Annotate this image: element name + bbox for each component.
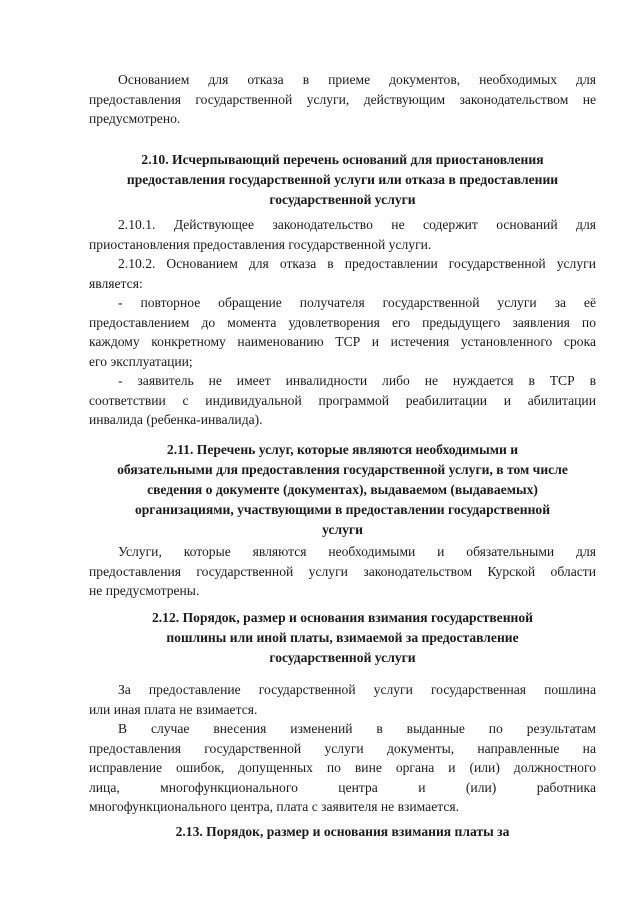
text-line: Услуги, которые являются необходимыми и обязательными для <box>118 544 596 559</box>
text-line: приостановления предоставления государственной услуги. <box>89 236 432 252</box>
text-line: предоставлением до момента удовлетворения его предыдущего заявления по <box>89 314 596 330</box>
text-line: инвалида (ребенка-инвалида). <box>89 412 263 427</box>
heading-line: государственной услуги <box>269 192 416 207</box>
heading-line: предоставления государственной услуги или отказа в предоставлении <box>126 172 559 187</box>
text-line: является: <box>89 275 143 291</box>
text-line: 2.10.1. Действующее законодательство не содержит оснований для <box>118 217 596 232</box>
heading-line: обязательными для предоставления государственной услуги, в том числе <box>117 462 568 477</box>
text-line: В случае внесения изменений в выданные по результатам <box>118 721 596 736</box>
text-line: лица, многофункционального центра и (или) работника <box>89 779 596 795</box>
text-line: его эксплуатации; <box>89 353 193 369</box>
text-line: исправление ошибок, допущенных по вине органа и (или) должностного <box>89 760 596 775</box>
text-line: не предусмотрены. <box>89 583 200 598</box>
text-line: 2.10.2. Основанием для отказа в предоставлении государственной услуги <box>118 256 596 271</box>
heading-line: 2.11. Перечень услуг, которые являются необходимыми и <box>166 442 519 457</box>
text-line: За предоставление государственной услуги государственная пошлина <box>118 682 596 697</box>
text-line: предоставления государственной услуги документы, направленные на <box>89 740 596 756</box>
text-line: каждому конкретному наименованию ТСР и истечения установленного срока <box>89 334 596 349</box>
text-line: или иная плата не взимается. <box>89 701 258 717</box>
text-line: соответствии с индивидуальной программой реабилитации и абилитации <box>89 392 596 408</box>
text-line: Основанием для отказа в приеме документов, необходимых для <box>118 72 596 87</box>
heading-line: пошлины или иной платы, взимаемой за предоставление <box>166 630 519 645</box>
list-item-repeat-request <box>89 293 596 371</box>
heading-line: государственной услуги <box>269 650 416 665</box>
heading-line: услуги <box>322 522 363 537</box>
text-line: предусмотрено. <box>89 111 181 126</box>
text-line: предоставления государственной услуги, действующим законодательством не <box>89 91 596 107</box>
paragraph-2-10-1 <box>89 215 596 254</box>
heading-2-13 <box>89 822 596 842</box>
heading-2-10 <box>89 150 596 210</box>
text-line: - заявитель не имеет инвалидности либо не нуждается в ТСР в <box>118 373 596 388</box>
heading-2-12 <box>89 608 596 668</box>
heading-line: организациями, участвующими в предоставлении государственной <box>134 502 551 517</box>
heading-2-11 <box>89 440 596 540</box>
heading-line: сведения о документе (документах), выдаваемом (выдаваемых) <box>147 482 538 497</box>
heading-line: 2.10. Исчерпывающий перечень оснований для приостановления <box>141 152 544 167</box>
text-line: предоставления государственной услуги законодательством Курской области <box>89 563 596 579</box>
paragraph-2-12-corrections <box>89 719 596 817</box>
text-line: многофункционального центра, плата с заявителя не взимается. <box>89 799 460 814</box>
paragraph-refusal-documents <box>89 70 596 129</box>
text-line: - повторное обращение получателя государственной услуги за её <box>118 295 596 310</box>
paragraph-2-10-2 <box>89 254 596 293</box>
heading-line: 2.12. Порядок, размер и основания взимания государственной <box>151 610 534 625</box>
paragraph-2-11 <box>89 542 596 601</box>
heading-line: 2.13. Порядок, размер и основания взимания платы за <box>175 824 510 839</box>
paragraph-2-12-fee <box>89 680 596 719</box>
list-item-no-disability <box>89 371 596 430</box>
